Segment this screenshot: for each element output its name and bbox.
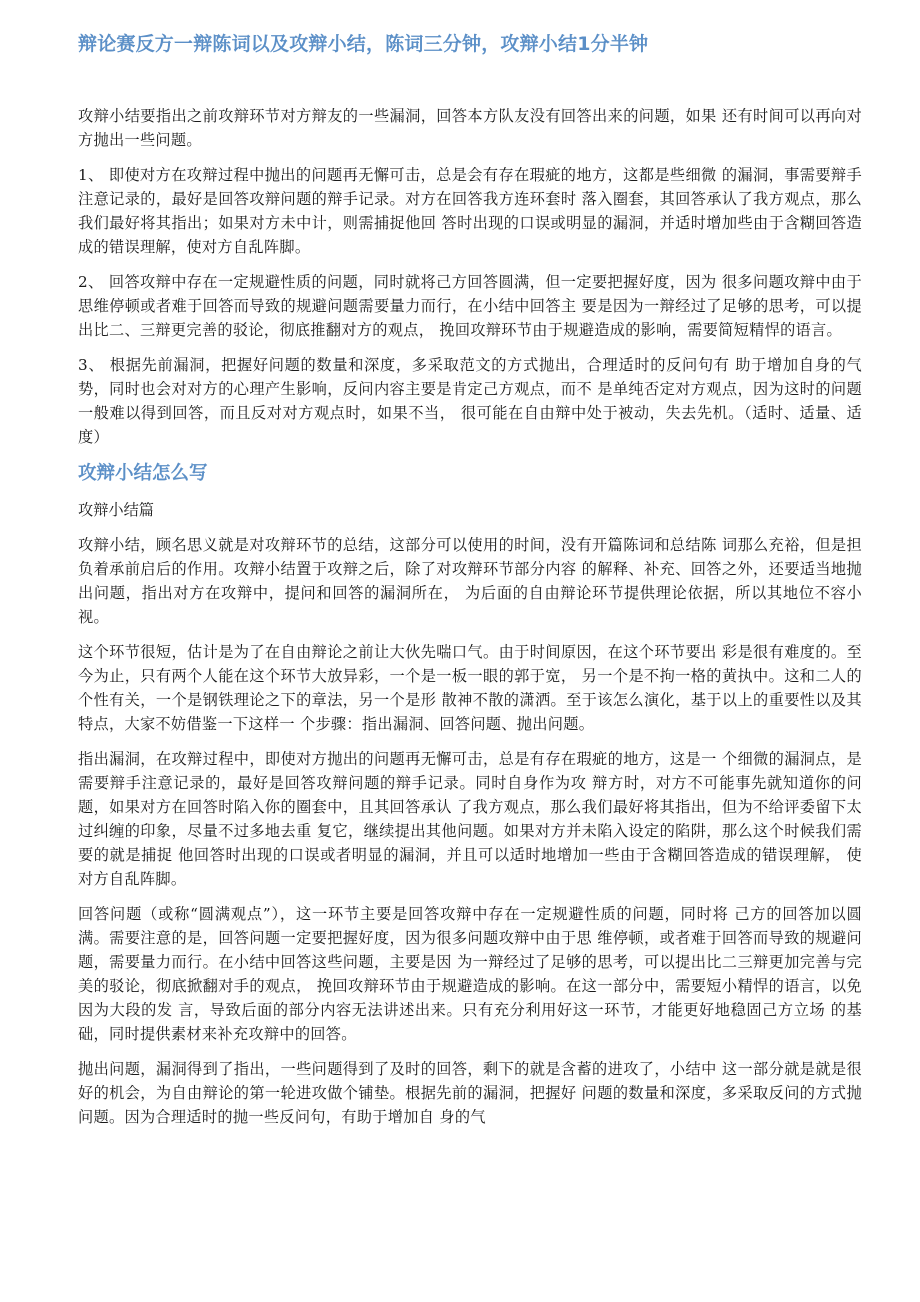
body-paragraph: 这个环节很短，估计是为了在自由辩论之前让大伙先喘口气。由于时间原因，在这个环节要出 彩是很有难度的。至今为止，只有两个人能在这个环节大放异彩，一个是一板一眼的郭于宽， 另一个是不拘一格的黄执中。这和二人的个性有关，一个是钢铁理论之下的章法，另一个是形 散神不散的潇洒。至于该怎么演化，基于以上的重要性以及其特点，大家不妨借鉴一下这样一 个步骤：指出漏洞、回答问题、抛出问题。	[78, 643, 862, 733]
intro-paragraph: 攻辩小结要指出之前攻辩环节对方辩友的一些漏洞，回答本方队友没有回答出来的问题，如果 还有时间可以再向对方抛出一些问题。	[78, 107, 862, 149]
section-subheading: 攻辩小结篇	[78, 501, 154, 519]
point-paragraph: 2、 回答攻辩中存在一定规避性质的问题，同时就将己方回答圆满，但一定要把握好度，因为 很多问题攻辩中由于思维停顿或者难于回答而导致的规避问题需要量力而行，在小结中回答主 要是因为一辩经过了足够的思考，可以提出比二、三辩更完善的驳论，彻底推翻对方的观点， 挽回攻辩环节由于规避造成的影响，需要简短精悍的语言。	[78, 273, 862, 339]
document-page	[78, 30, 862, 1140]
point-paragraph: 1、 即使对方在攻辩过程中抛出的问题再无懈可击，总是会有存在瑕疵的地方，这都是些细微 的漏洞，事需要辩手注意记录的，最好是回答攻辩问题的辩手记录。对方在回答我方连环套时 落入圈套，其回答承认了我方观点，那么我们最好将其指出；如果对方未中计，则需捕捉他回 答时出现的口误或明显的漏洞，并适时增加些由于含糊回答造成的错误理解，使对方自乱阵脚。	[78, 166, 862, 256]
body-paragraph: 指出漏洞，在攻辩过程中，即使对方抛出的问题再无懈可击，总是有存在瑕疵的地方，这是一 个细微的漏洞点，是需要辩手注意记录的，最好是回答攻辩问题的辩手记录。同时自身作为攻 辩方时，对方不可能事先就知道你的问题，如果对方在回答时陷入你的圈套中，且其回答承认 了我方观点，那么我们最好将其指出，但为不给评委留下太过纠缠的印象，尽量不过多地去重 复它，继续提出其他问题。如果对方并未陷入设定的陷阱，那么这个时候我们需要的就是捕捉 他回答时出现的口误或者明显的漏洞，并且可以适时地增加一些由于含糊回答造成的错误理解， 使对方自乱阵脚。	[78, 750, 862, 888]
section-heading: 攻辩小结怎么写	[78, 463, 208, 484]
document-title: 辩论赛反方一辩陈词以及攻辩小结，陈词三分钟，攻辩小结1分半钟	[78, 33, 649, 55]
body-paragraph: 攻辩小结，顾名思义就是对攻辩环节的总结，这部分可以使用的时间，没有开篇陈词和总结陈 词那么充裕，但是担负着承前启后的作用。攻辩小结置于攻辩之后，除了对攻辩环节部分内容 的解释、补充、回答之外，还要适当地抛出问题，指出对方在攻辩中，提问和回答的漏洞所在， 为后面的自由辩论环节提供理论依据，所以其地位不容小视。	[78, 536, 862, 626]
body-paragraph: 回答问题（或称“圆满观点”），这一环节主要是回答攻辩中存在一定规避性质的问题，同时将 己方的回答加以圆满。需要注意的是，回答问题一定要把握好度，因为很多问题攻辩中由于思 维停顿，或者难于回答而导致的规避问题，需要量力而行。在小结中回答这些问题，主要是因 为一辩经过了足够的思考，可以提出比二三辩更加完善与完美的驳论，彻底掀翻对手的观点， 挽回攻辩环节由于规避造成的影响。在这一部分中，需要短小精悍的语言，以免因为大段的发 言，导致后面的部分内容无法讲述出来。只有充分利用好这一环节，才能更好地稳固己方立场 的基础，同时提供素材来补充攻辩中的回答。	[78, 905, 862, 1043]
point-paragraph: 3、 根据先前漏洞，把握好问题的数量和深度，多采取范文的方式抛出，合理适时的反问句有 助于增加自身的气势，同时也会对对方的心理产生影响，反问内容主要是肯定己方观点，而不 是单纯否定对方观点，因为这时的问题一般难以得到回答，而且反对对方观点时，如果不当， 很可能在自由辩中处于被动，失去先机。（适时、适量、适度）	[78, 356, 862, 446]
body-paragraph: 抛出问题，漏洞得到了指出，一些问题得到了及时的回答，剩下的就是含蓄的进攻了，小结中 这一部分就是就是很好的机会，为自由辩论的第一轮进攻做个铺垫。根据先前的漏洞，把握好 问题的数量和深度，多采取反问的方式抛问题。因为合理适时的抛一些反问句，有助于增加自 身的气	[78, 1060, 862, 1126]
